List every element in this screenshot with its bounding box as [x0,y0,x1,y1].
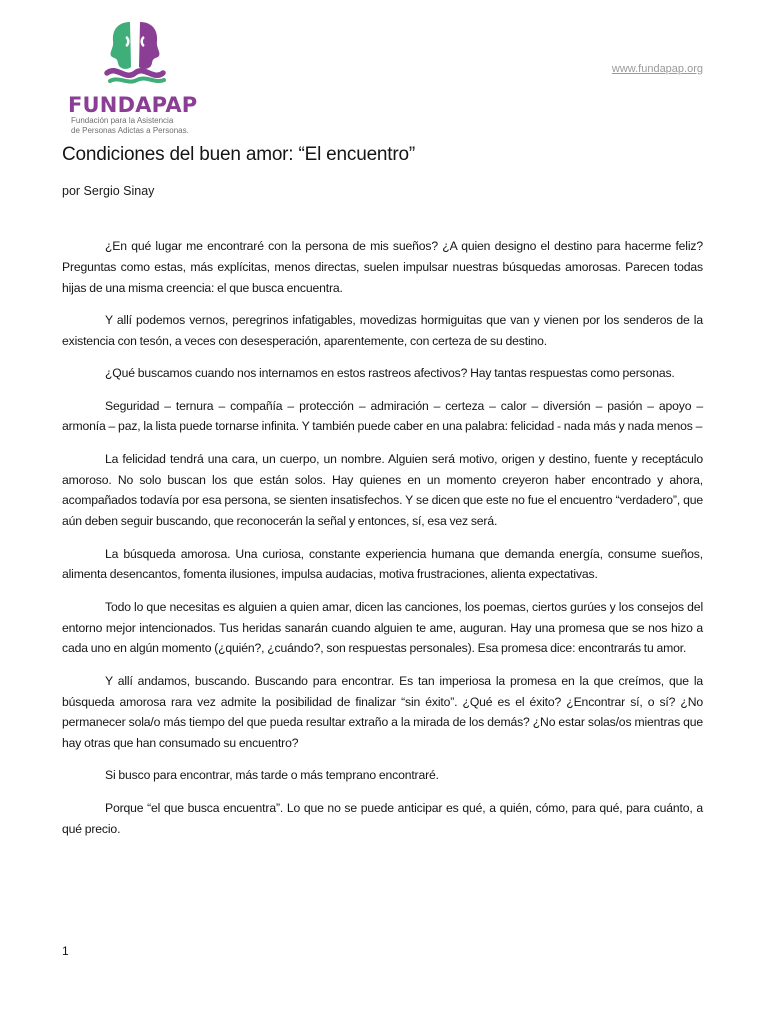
article-byline: por Sergio Sinay [62,184,155,198]
paragraph-3: ¿Qué buscamos cuando nos internamos en estos rastreos afectivos? Hay tantas respuestas como personas. [105,366,675,381]
paragraph-1: ¿En qué lugar me encontraré con la persona de mis sueños? ¿A quien designo el destino para hacerme feliz? Preguntas como estas, más explícitas, menos directas, suelen impulsar nuestras búsquedas amorosas. Parecen todas hijas de una misma creencia: el que busca encuentra. [62,239,703,295]
paragraph-10: Porque “el que busca encuentra”. Lo que no se puede anticipar es qué, a quién, cómo, para qué, para cuánto, a qué precio. [62,800,703,836]
paragraph-6: La búsqueda amorosa. Una curiosa, constante experiencia humana que demanda energía, consume sueños, alimenta desencantos, fomenta ilusiones, impulsa audacias, motiva frustraciones, alienta expectativas. [62,546,703,582]
fundapap-logo [68,16,208,136]
paragraph-2: Y allí podemos vernos, peregrinos infatigables, movedizas hormiguitas que van y vienen por los senderos de la existencia con tesón, a veces con desesperación, aparentemente, con certeza de su destino. [62,312,703,348]
paragraph-7: Todo lo que necesitas es alguien a quien amar, dicen las canciones, los poemas, ciertos gurúes y los consejos del entorno mejor intencionados. Tus heridas sanarán cuando alguien te ame, auguran. Hay una promesa que se nos hizo a cada uno en algún momento (¿quién?, ¿cuándo?, son respuestas personales). Esa promesa dice: encontrarás tu amor. [62,599,703,656]
green-wave-icon [110,78,164,81]
article-body [62,236,703,851]
logo-tagline-line1: Fundación para la Asistencia [71,116,174,125]
logo-tagline [71,116,189,136]
paragraph-9: Si busco para encontrar, más tarde o más temprano encontraré. [105,768,439,783]
article-title: Condiciones del buen amor: “El encuentro” [62,144,416,165]
paragraph-4: Seguridad – ternura – compañía – protección – admiración – certeza – calor – diversión – pasión – apoyo – armonía – paz, la lista puede tornarse infinita. Y también puede caber en una palabra: felicidad - nada más y nada menos – [62,398,703,434]
page-number: 1 [62,944,69,958]
fundapap-logo-mark-icon [104,16,166,86]
website-link[interactable]: www.fundapap.org [611,63,703,75]
logo-tagline-line2: de Personas Adictas a Personas. [71,126,189,135]
paragraph-5: La felicidad tendrá una cara, un cuerpo, un nombre. Alguien será motivo, origen y destino, fuente y receptáculo amoroso. No solo buscan los que están solos. Hay quienes en un momento creyeron haber encontrado y ahora, acompañados todavía por esa persona, se sienten insatisfechos. Y se dicen que este no fue el encuentro “verdadero”, que aún deben seguir buscando, que reconocerán la señal y entonces, sí, esa vez será. [62,451,703,529]
paragraph-8: Y allí andamos, buscando. Buscando para encontrar. Es tan imperiosa la promesa en la que creímos, que la búsqueda amorosa rara vez admite la posibilidad de finalizar “sin éxito”. ¿Qué es el éxito? ¿Encontrar sí, o sí? ¿No permanecer sola/o más tiempo del que pueda resultar extraño a la mirada de los demás? ¿No estar solas/os mientras que hay otras que han consumado su encuentro? [62,673,703,751]
purple-wave-icon [107,71,163,76]
logo-name: FUNDAPAP [68,93,198,117]
